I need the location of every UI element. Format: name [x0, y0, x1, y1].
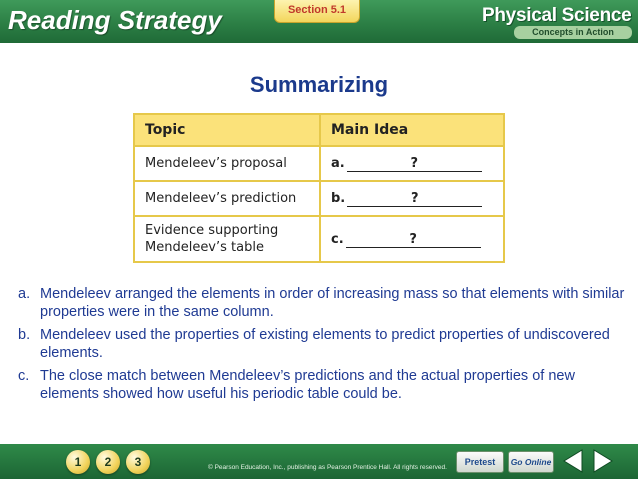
header-topic: Topic: [134, 114, 320, 146]
answer-item-letter: b.: [18, 327, 31, 343]
header-bar: [0, 0, 638, 43]
table-row: [134, 146, 504, 181]
topic-cell: [134, 216, 320, 262]
answer-item: [18, 285, 630, 321]
topic-cell: Mendeleev’s prediction: [134, 181, 320, 216]
main-idea-cell: [320, 181, 504, 216]
answer-blank: ?: [346, 232, 481, 248]
answer-letter: c.: [331, 231, 344, 247]
header-title: Reading Strategy: [8, 5, 222, 35]
table-row: [134, 181, 504, 216]
pretest-button[interactable]: Pretest: [456, 451, 504, 473]
section-1-button[interactable]: 1: [66, 450, 90, 474]
answer-item: [18, 326, 630, 362]
answer-item-letter: c.: [18, 368, 30, 384]
table-row: [134, 216, 504, 262]
go-online-button[interactable]: Go Online: [508, 451, 554, 473]
answer-letter: a.: [331, 155, 345, 171]
summary-table: [133, 113, 505, 263]
answer-item: [18, 367, 630, 403]
next-arrow-icon[interactable]: [590, 447, 616, 475]
answer-item-letter: a.: [18, 286, 31, 302]
brand-subtitle: Concepts in Action: [514, 26, 632, 39]
topic-line: Evidence supporting: [145, 223, 279, 238]
main-idea-cell: [320, 216, 504, 262]
header-main-idea: Main Idea: [320, 114, 504, 146]
answer-item-text: Mendeleev arranged the elements in order of increasing mass so that elements with similar properties were in the same column.: [40, 286, 625, 320]
topic-line: Mendeleev’s table: [145, 240, 264, 255]
main-idea-cell: [320, 146, 504, 181]
previous-arrow-icon[interactable]: [560, 447, 586, 475]
brand-name: Physical Science: [482, 5, 632, 26]
brand-logo: [478, 2, 636, 42]
copyright-text: © Pearson Education, Inc., publishing as Pearson Prentice Hall. All rights reserved.: [208, 464, 447, 471]
answer-item-text: Mendeleev used the properties of existing elements to predict properties of undiscovered elements.: [40, 327, 610, 361]
answer-blank: ?: [347, 156, 482, 172]
table-header-row: [134, 114, 504, 146]
section-2-button[interactable]: 2: [96, 450, 120, 474]
section-tab: Section 5.1: [274, 0, 360, 23]
go-to-section-label: Go to section: [4, 432, 62, 442]
answer-item-text: The close match between Mendeleev’s predictions and the actual properties of new elements showed how useful his periodic table could be.: [40, 368, 575, 402]
topic-cell: Mendeleev’s proposal: [134, 146, 320, 181]
answer-list: [18, 285, 630, 408]
footer-bar: [0, 444, 638, 479]
section-3-button[interactable]: 3: [126, 450, 150, 474]
page-title: Summarizing: [249, 72, 389, 97]
answer-blank: ?: [347, 191, 482, 207]
answer-letter: b.: [331, 190, 346, 206]
